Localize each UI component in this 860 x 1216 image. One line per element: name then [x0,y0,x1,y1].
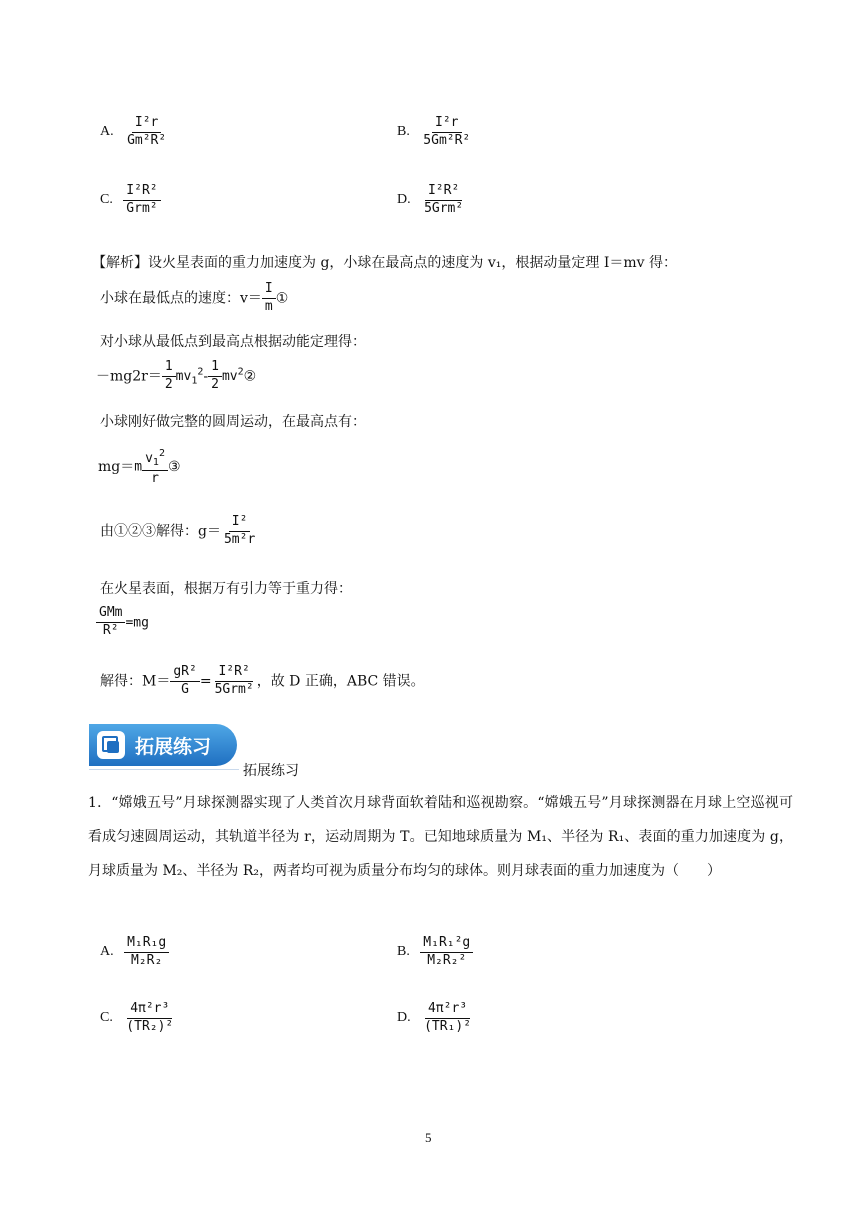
numerator: I²r [432,116,461,133]
numerator: I²R² [425,184,462,201]
denominator: G [181,681,189,697]
analysis-line-8: 在火星表面，根据万有引力等于重力得： [100,581,352,597]
denominator: (TR₂)² [126,1018,174,1034]
analysis-line-9 [96,606,149,639]
option-fraction [124,116,169,149]
divider [89,769,239,770]
equation-mark: ② [243,368,257,385]
option-letter: A. [100,124,114,140]
banner-label: 拓展练习 [135,735,212,758]
option-fraction [123,1002,176,1035]
text: =mg [125,615,149,631]
fraction [170,665,199,698]
page-number: 5 [425,1130,432,1145]
fraction [221,515,258,548]
denominator: 5Grm² [424,200,464,216]
text: 解得：M＝ [100,673,171,690]
analysis-line-4: －mg2r＝ $\frac{1}{2}$ $mv_1^2-$ $\frac{1}{2}$ $mv^2②$ [96,359,257,392]
analysis-line-5: 小球刚好做完整的圆周运动，在最高点有： [100,414,366,430]
banner-caption: 拓展练习 [243,763,299,779]
question-text: 1．“嫦娥五号”月球探测器实现了人类首次月球背面软着陆和巡视勘察。“嫦娥五号”月球探测器在月球上空巡视可看成匀速圆周运动，其轨道半径为 r，运动周期为 T。已知地球质量为 M₁、半径为 R₁、表面的重力加速度为 g，月球质量为 M₂、半径为 R₂，两者均可视为质量分布均匀的球体。则月球表面的重力加速度为（ ） [88,795,793,879]
numerator: M₁R₁²g [420,936,473,953]
option-letter: C. [100,1010,113,1026]
denominator: 5Gm²R² [423,132,471,148]
numerator: GMm [96,606,125,623]
analysis-line-6: mg＝m $\frac{v_1^2}{r}$ ③ [98,448,181,486]
analysis-line-1: 【解析】设火星表面的重力加速度为 g，小球在最高点的速度为 v₁，根据动量定理 I＝mv 得： [92,255,677,271]
option-letter: C. [100,192,113,208]
fraction [262,282,276,315]
numerator: gR² [170,665,199,682]
option-b [397,116,473,149]
option-fraction [421,1002,474,1035]
numerator: M₁R₁g [124,936,169,953]
denominator: (TR₁)² [424,1018,472,1034]
fraction-half: $\frac{1}{2}$ [162,360,176,393]
analysis-line-10: 解得：M＝ $\frac{\text{gR²}}{G}$ = $\frac{\text{I²R²}}{\text{5Grm²}}$ ，故 D 正确，ABC 错误。 [100,664,425,697]
analysis-line-7 [100,515,258,548]
option-fraction [421,184,466,217]
denominator: 5m²r [223,531,256,547]
numerator: I²R² [215,665,252,682]
denominator: Grm² [126,200,158,216]
section-banner [89,724,237,766]
option-d [397,184,466,217]
analysis-line-3: 对小球从最低点到最高点根据动能定理得： [100,334,366,350]
option-letter: D. [397,1010,411,1026]
option-d [397,1002,474,1035]
option-fraction [420,936,473,969]
fraction-half: $\frac{1}{2}$ [208,360,222,393]
denominator: M₂R₂ [130,952,163,968]
fraction [96,606,125,639]
option-fraction [420,116,473,149]
text: －mg2r＝ [96,368,162,385]
text: 小球在最低点的速度：v＝ [100,290,262,307]
option-fraction [123,184,160,217]
analysis-line-2 [100,282,288,315]
option-fraction [124,936,169,969]
option-c [100,1002,176,1035]
text: ，故 D 正确，ABC 错误。 [256,673,425,690]
numerator: I²r [132,116,161,133]
denominator: M₂R₂² [427,952,467,968]
equation-mark: ① [275,290,289,307]
denominator: R² [102,622,119,638]
option-letter: D. [397,192,411,208]
copy-icon [97,731,125,759]
text: 由①②③解得：g＝ [100,523,221,540]
text: mg＝ [98,459,135,476]
option-letter: B. [397,124,410,140]
equation-mark: ③ [167,459,181,476]
denominator: m [264,298,273,314]
denominator: Gm²R² [127,132,167,148]
numerator: 4π²r³ [127,1002,172,1019]
option-c [100,184,161,217]
numerator: I²R² [123,184,160,201]
option-b [397,936,473,969]
option-letter: A. [100,944,114,960]
option-a [100,116,169,149]
fraction: $\frac{v_1^2}{r}$ [142,448,168,486]
option-letter: B. [397,944,410,960]
numerator: I [262,282,276,299]
option-a [100,936,169,969]
denominator: 5Grm² [214,681,254,697]
fraction [212,665,257,698]
numerator: I² [229,515,251,532]
numerator: 4π²r³ [425,1002,470,1019]
